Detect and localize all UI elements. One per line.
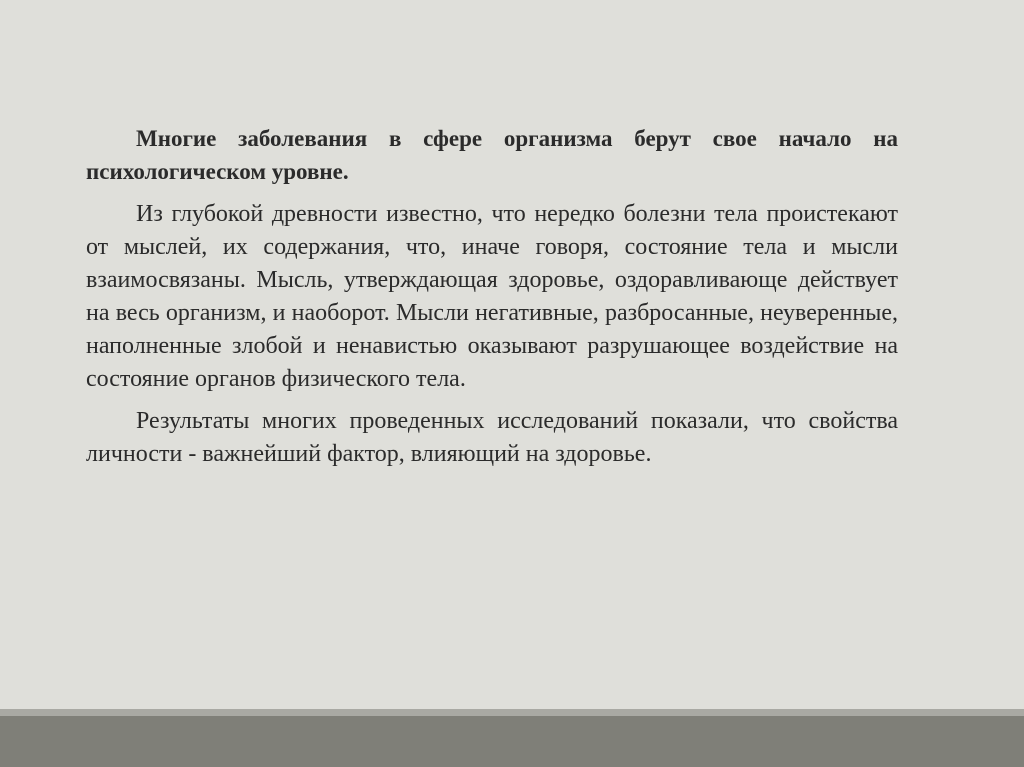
footer-divider <box>0 709 1024 716</box>
slide-text-body <box>86 122 898 480</box>
conclusion-paragraph: Результаты многих проведенных исследований показали, что свойства личности - важнейший фактор, влияющий на здоровье. <box>86 408 898 467</box>
intro-paragraph: Многие заболевания в сфере организма берут свое начало на психологическом уровне. <box>86 126 898 184</box>
footer-bar <box>0 716 1024 767</box>
body-paragraph: Из глубокой древности известно, что нередко болезни тела проистекают от мыслей, их содержания, что, иначе говоря, состояние тела и мысли взаимосвязаны. Мысль, утверждающая здоровье, оздоравливающе действует на весь организм, и наоборот. Мысли негативные, разбросанные, неуверенные, наполненные злобой и ненавистью оказывают разрушающее воздействие на состояние органов физического тела. <box>86 201 898 392</box>
